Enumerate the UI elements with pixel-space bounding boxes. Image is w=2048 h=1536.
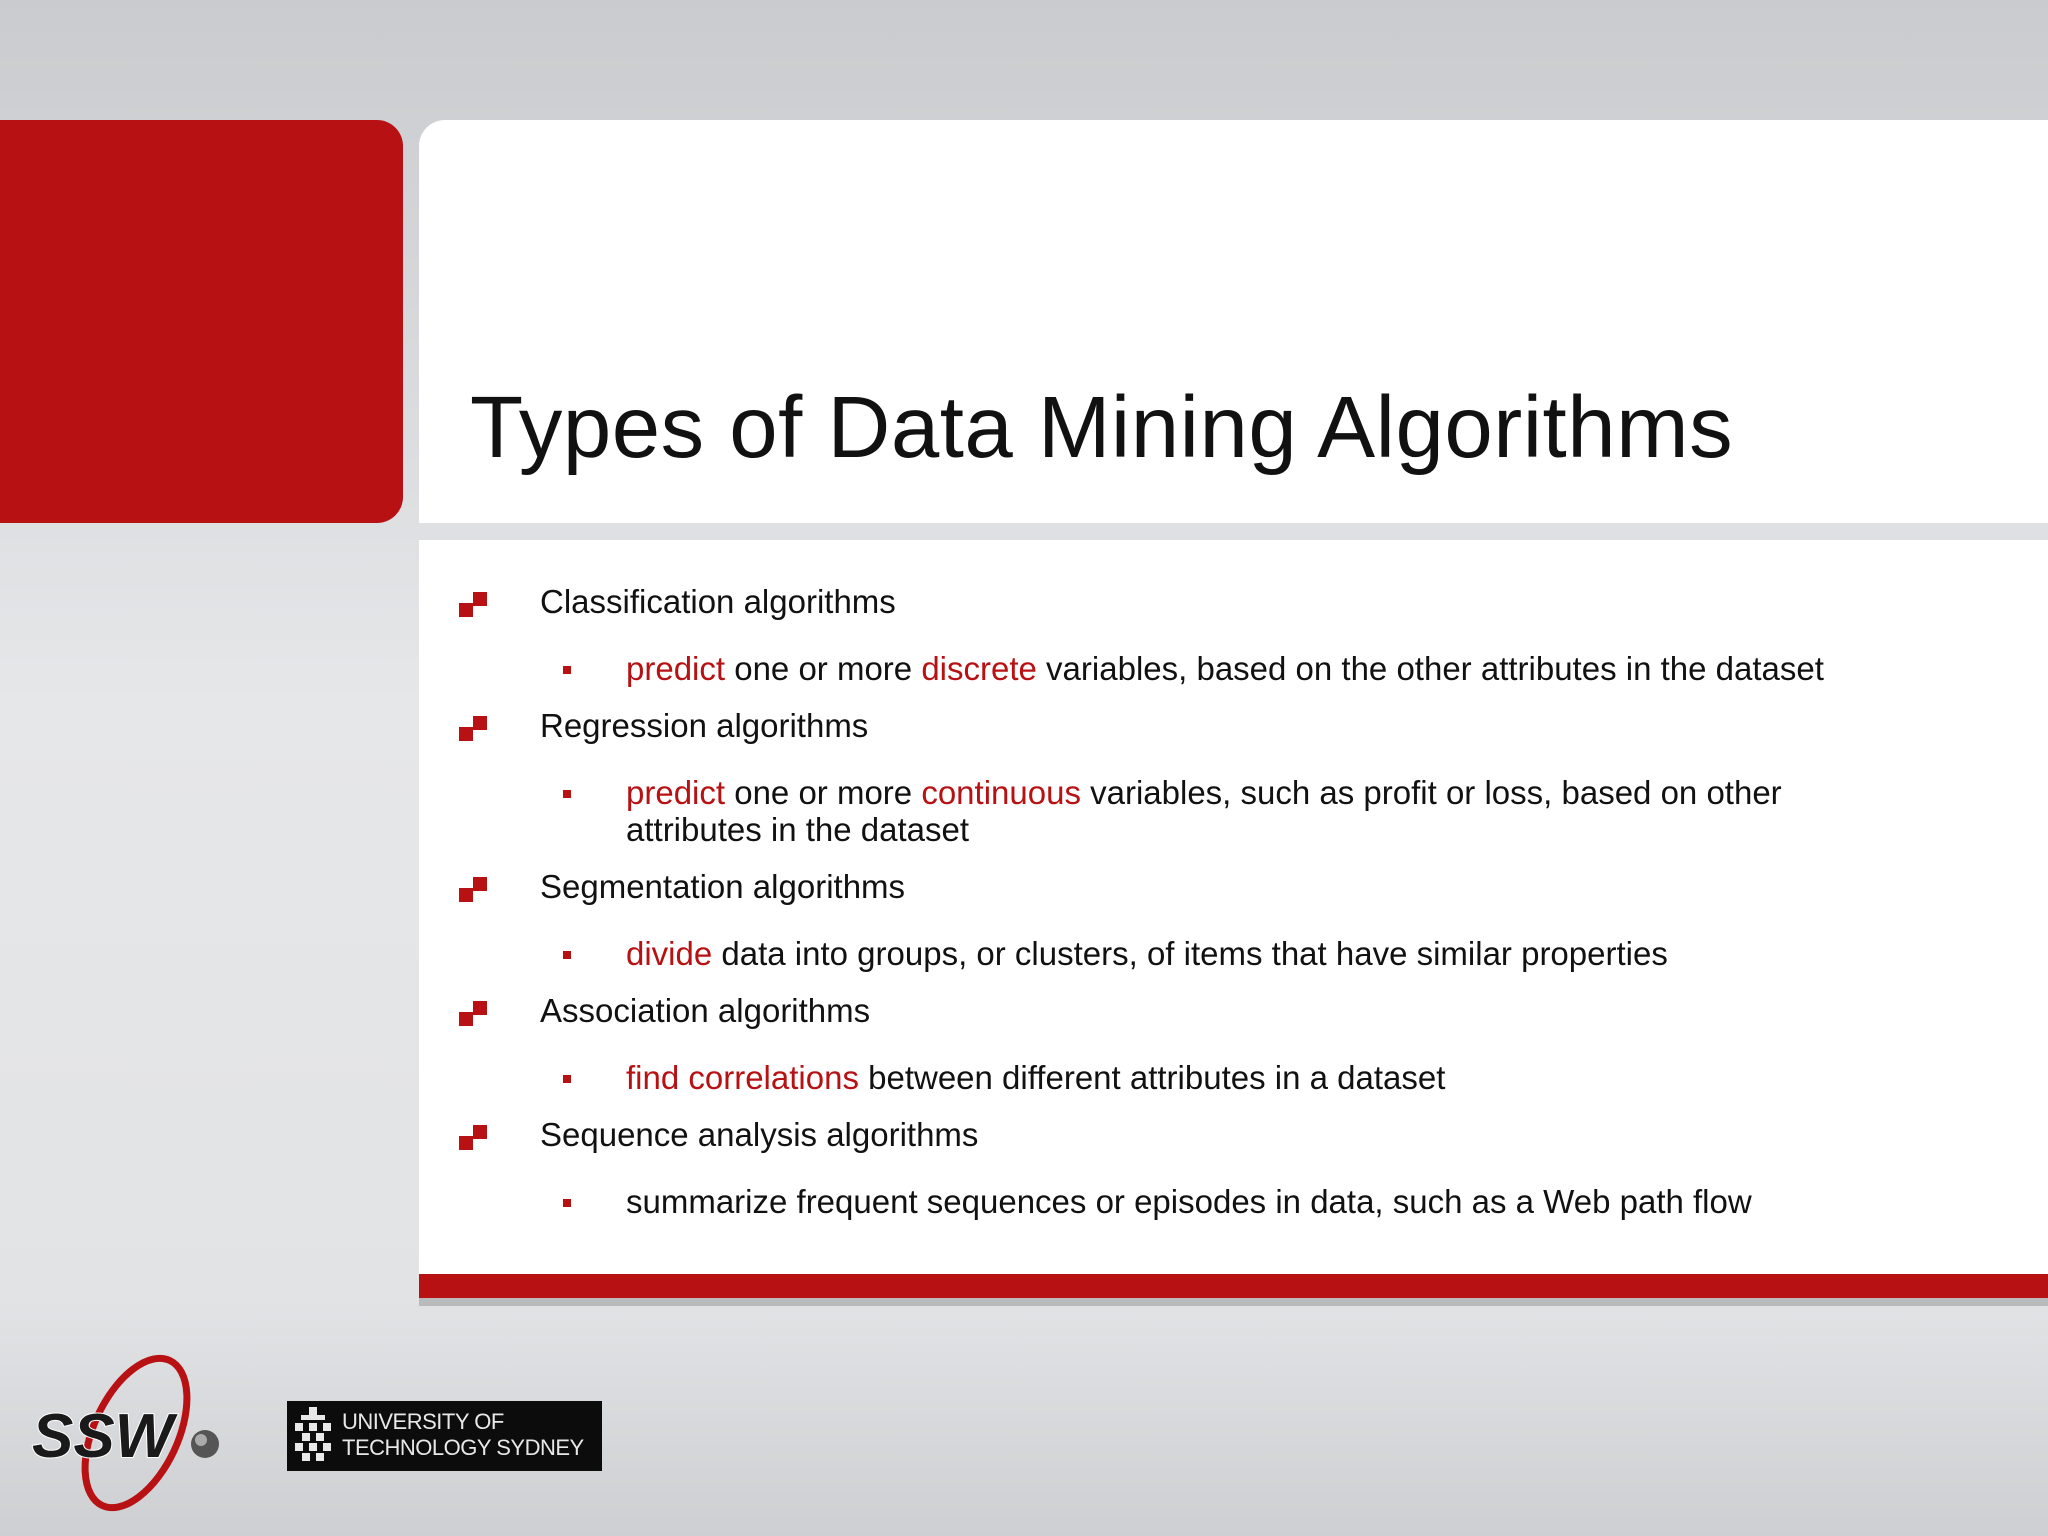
list-item-title: Association algorithms	[540, 992, 871, 1029]
highlight-text: divide	[626, 935, 713, 972]
list-item-title: Sequence analysis algorithms	[540, 1116, 979, 1153]
plain-text: between different attributes in a dataset	[858, 1059, 1446, 1096]
uts-logo	[287, 1401, 602, 1471]
svg-text:SSW: SSW	[32, 1402, 174, 1471]
highlight-text: discrete	[921, 650, 1037, 687]
red-square-bullet-icon	[459, 1001, 487, 1029]
red-square-bullet-icon	[459, 716, 487, 744]
uts-logo-text: UNIVERSITY OF TECHNOLOGY SYDNEY	[342, 1409, 584, 1460]
list-item-description	[626, 1183, 1926, 1220]
decorative-red-block	[0, 120, 403, 523]
list-item-title: Classification algorithms	[540, 583, 896, 620]
square-bullet-icon	[563, 951, 571, 959]
slide-title: Types of Data Mining Algorithms	[470, 379, 1734, 476]
footer-shadow-bar	[419, 1298, 2048, 1306]
highlight-text: continuous	[921, 774, 1081, 811]
list-item-description	[626, 650, 1926, 687]
highlight-text: predict	[626, 774, 726, 811]
list-item-title: Regression algorithms	[540, 707, 869, 744]
plain-text: variables, based on the other attributes in the dataset	[1036, 650, 1824, 687]
highlight-text: predict	[626, 650, 726, 687]
ssw-logo	[28, 1350, 238, 1520]
list-item-description	[626, 1059, 1926, 1096]
square-bullet-icon	[563, 666, 571, 674]
highlight-text: find correlations	[626, 1059, 859, 1096]
list-item-title: Segmentation algorithms	[540, 868, 906, 905]
plain-text: one or more	[725, 650, 922, 687]
plain-text: one or more	[725, 774, 922, 811]
square-bullet-icon	[563, 1199, 571, 1207]
red-square-bullet-icon	[459, 877, 487, 905]
plain-text: data into groups, or clusters, of items that have similar properties	[712, 935, 1668, 972]
list-item-description	[626, 935, 1926, 972]
plain-text: variables, such as profit or loss, based on other attributes in the dataset	[626, 774, 1782, 848]
red-square-bullet-icon	[459, 1125, 487, 1153]
red-square-bullet-icon	[459, 592, 487, 620]
square-bullet-icon	[563, 790, 571, 798]
uts-emblem-icon	[291, 1405, 335, 1467]
plain-text: summarize frequent sequences or episodes in data, such as a Web path flow	[626, 1183, 1752, 1220]
footer-red-bar	[419, 1274, 2048, 1298]
square-bullet-icon	[563, 1075, 571, 1083]
list-item-description	[626, 774, 1926, 848]
